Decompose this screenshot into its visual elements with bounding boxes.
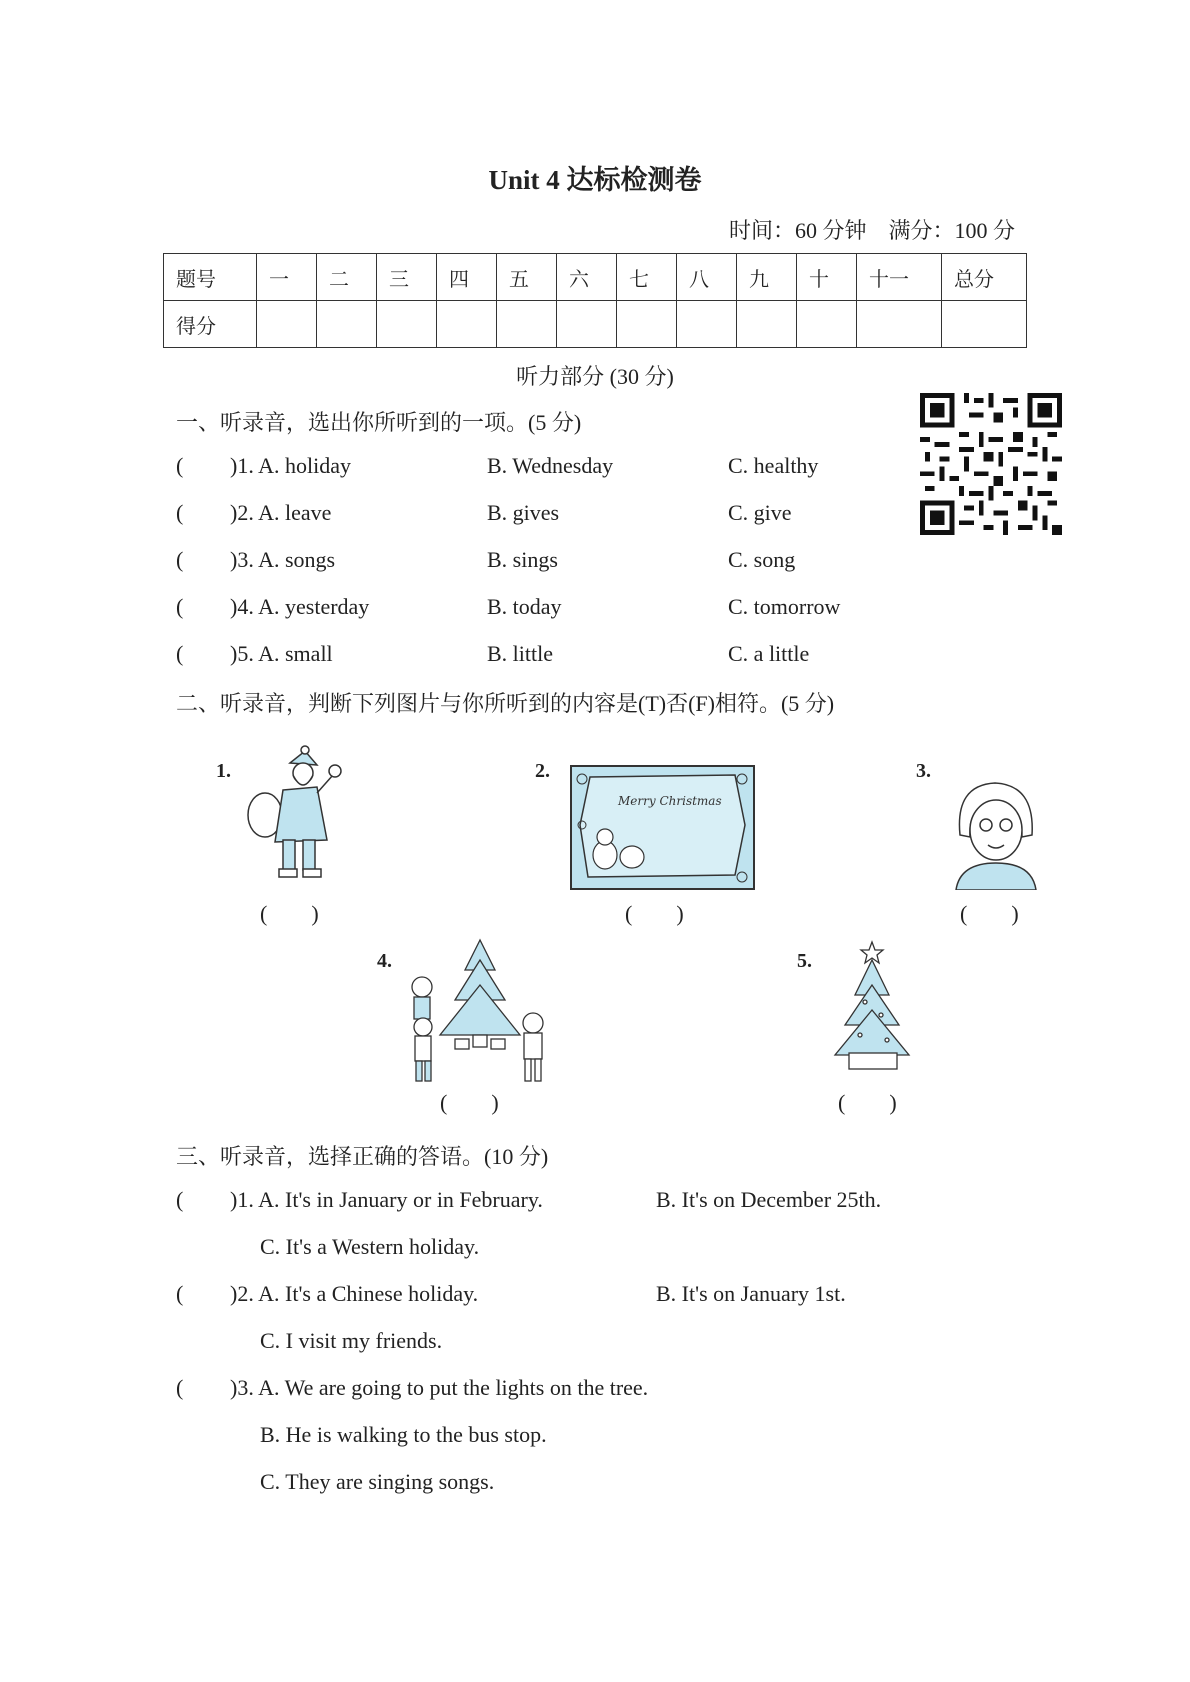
answer-paren[interactable]: ( ): [260, 901, 319, 926]
answer-bracket[interactable]: (: [176, 641, 184, 666]
option-c: C. song: [728, 547, 796, 572]
answer-paren[interactable]: ( ): [960, 901, 1019, 926]
option-b: B. little: [487, 641, 553, 666]
option-b: B. sings: [487, 547, 558, 572]
grandma-picture: [950, 775, 1040, 890]
score-cell[interactable]: [797, 301, 857, 348]
option-c: C. I visit my friends.: [260, 1328, 443, 1353]
option-a: )5. A. small: [230, 641, 333, 666]
answer-paren[interactable]: ( ): [625, 901, 684, 926]
table-cell: 五: [497, 254, 557, 301]
table-cell: 总分: [942, 254, 1027, 301]
answer-bracket[interactable]: (: [176, 500, 184, 525]
score-cell[interactable]: [437, 301, 497, 348]
answer-paren[interactable]: ( ): [440, 1090, 499, 1115]
option-b: B. He is walking to the bus stop.: [260, 1422, 547, 1447]
santa-picture: [245, 745, 355, 890]
score-table-header-row: [164, 254, 1027, 301]
option-c: C. It's a Western holiday.: [260, 1234, 480, 1259]
option-c: C. a little: [728, 641, 810, 666]
option-a: )2. A. leave: [230, 500, 332, 525]
option-b: B. Wednesday: [487, 453, 614, 478]
answer-bracket[interactable]: (: [176, 1375, 184, 1400]
answer-paren[interactable]: ( ): [838, 1090, 897, 1115]
score-cell[interactable]: [942, 301, 1027, 348]
page-title: Unit 4 达标检测卷: [488, 165, 702, 195]
option-b: B. today: [487, 594, 562, 619]
table-cell: 七: [617, 254, 677, 301]
score-table-score-row: [164, 301, 1027, 348]
score-cell[interactable]: [857, 301, 942, 348]
kids-tree-picture: [405, 935, 555, 1085]
section3-title: 三、听录音，选择正确的答语。(10 分): [176, 1144, 549, 1169]
table-cell: 四: [437, 254, 497, 301]
table-cell: 九: [737, 254, 797, 301]
picture-number: 1.: [216, 760, 231, 782]
picture-number: 2.: [535, 760, 550, 782]
table-cell: 三: [377, 254, 437, 301]
option-c: C. give: [728, 500, 792, 525]
answer-bracket[interactable]: (: [176, 547, 184, 572]
option-b: B. It's on January 1st.: [656, 1281, 846, 1306]
picture-number: 4.: [377, 950, 392, 972]
option-a: )4. A. yesterday: [230, 594, 370, 619]
option-c: C. They are singing songs.: [260, 1469, 495, 1494]
qr-code-icon: [920, 393, 1062, 535]
answer-bracket[interactable]: (: [176, 1187, 184, 1212]
table-cell: 得分: [164, 301, 257, 348]
section2-title: 二、听录音，判断下列图片与你所听到的内容是(T)否(F)相符。(5 分): [176, 691, 835, 716]
table-cell: 八: [677, 254, 737, 301]
time-info: 时间：60 分钟 满分：100 分: [728, 218, 1015, 243]
option-b: B. gives: [487, 500, 560, 525]
score-cell[interactable]: [677, 301, 737, 348]
card-text: Merry Christmas: [618, 794, 722, 808]
option-a: )3. A. We are going to put the lights on the tree.: [230, 1375, 649, 1400]
option-a: )3. A. songs: [230, 547, 336, 572]
score-cell[interactable]: [737, 301, 797, 348]
picture-number: 5.: [797, 950, 812, 972]
option-c: C. tomorrow: [728, 594, 841, 619]
option-a: )1. A. It's in January or in February.: [230, 1187, 543, 1212]
option-b: B. It's on December 25th.: [656, 1187, 882, 1212]
table-cell: 十一: [857, 254, 942, 301]
section1-title: 一、听录音，选出你所听到的一项。(5 分): [176, 410, 582, 435]
score-cell[interactable]: [257, 301, 317, 348]
score-cell[interactable]: [497, 301, 557, 348]
christmas-card-picture: [570, 765, 755, 890]
score-cell[interactable]: [557, 301, 617, 348]
option-a: )2. A. It's a Chinese holiday.: [230, 1281, 479, 1306]
option-a: )1. A. holiday: [230, 453, 351, 478]
answer-bracket[interactable]: (: [176, 594, 184, 619]
table-cell: 十: [797, 254, 857, 301]
listening-title: 听力部分 (30 分): [516, 364, 674, 389]
table-cell: 六: [557, 254, 617, 301]
answer-bracket[interactable]: (: [176, 1281, 184, 1306]
answer-bracket[interactable]: (: [176, 453, 184, 478]
score-cell[interactable]: [377, 301, 437, 348]
score-table: [163, 253, 1027, 348]
option-c: C. healthy: [728, 453, 819, 478]
score-cell[interactable]: [617, 301, 677, 348]
christmas-tree-picture: [825, 940, 920, 1075]
table-cell: 二: [317, 254, 377, 301]
picture-number: 3.: [916, 760, 931, 782]
score-cell[interactable]: [317, 301, 377, 348]
table-cell: 一: [257, 254, 317, 301]
table-cell: 题号: [164, 254, 257, 301]
